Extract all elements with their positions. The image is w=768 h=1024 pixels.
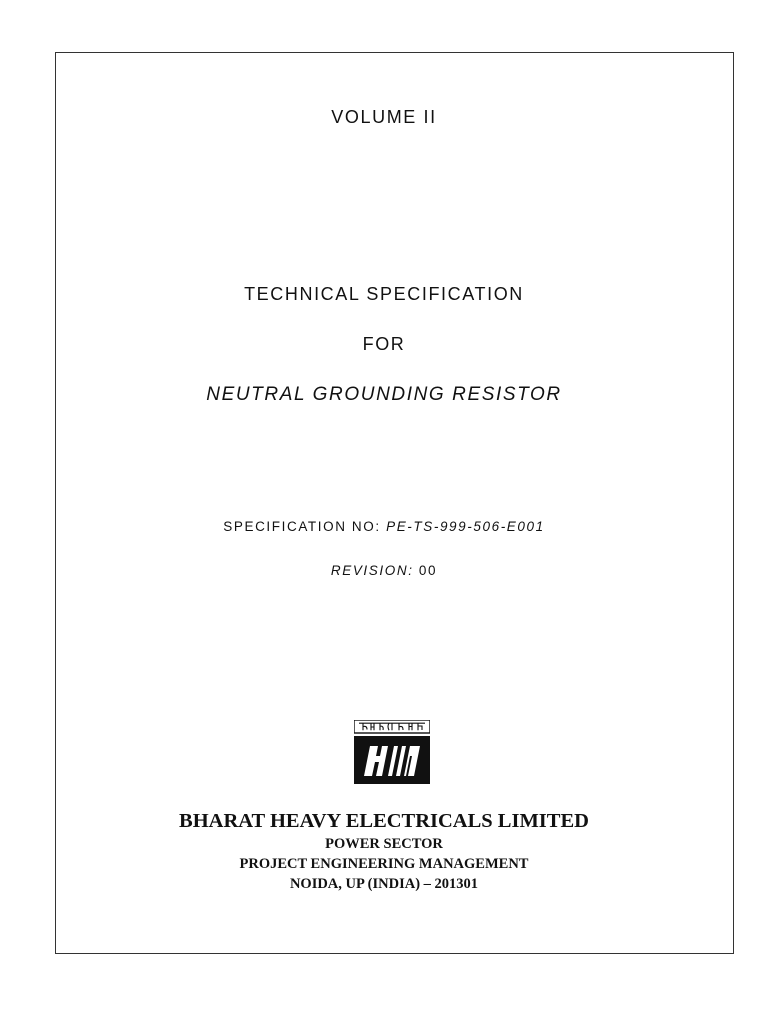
company-department: PROJECT ENGINEERING MANAGEMENT [239, 856, 529, 872]
volume-heading: VOLUME II [331, 107, 437, 127]
document-title-for: FOR [362, 334, 406, 354]
revision-value: 00 [418, 563, 438, 578]
specification-value: PE-TS-999-506-E001 [386, 519, 545, 534]
document-subject: NEUTRAL GROUNDING RESISTOR [206, 384, 562, 405]
bhel-logo-icon [354, 720, 430, 784]
specification-label: SPECIFICATION NO: [223, 519, 381, 534]
revision-label: REVISION: [330, 563, 414, 578]
revision [0, 563, 768, 578]
company-division: POWER SECTOR [325, 836, 443, 852]
company-name: BHARAT HEAVY ELECTRICALS LIMITED [179, 810, 589, 832]
company-address: NOIDA, UP (INDIA) – 201301 [289, 876, 479, 892]
document-title: TECHNICAL SPECIFICATION [244, 284, 524, 304]
specification-number [0, 519, 768, 534]
